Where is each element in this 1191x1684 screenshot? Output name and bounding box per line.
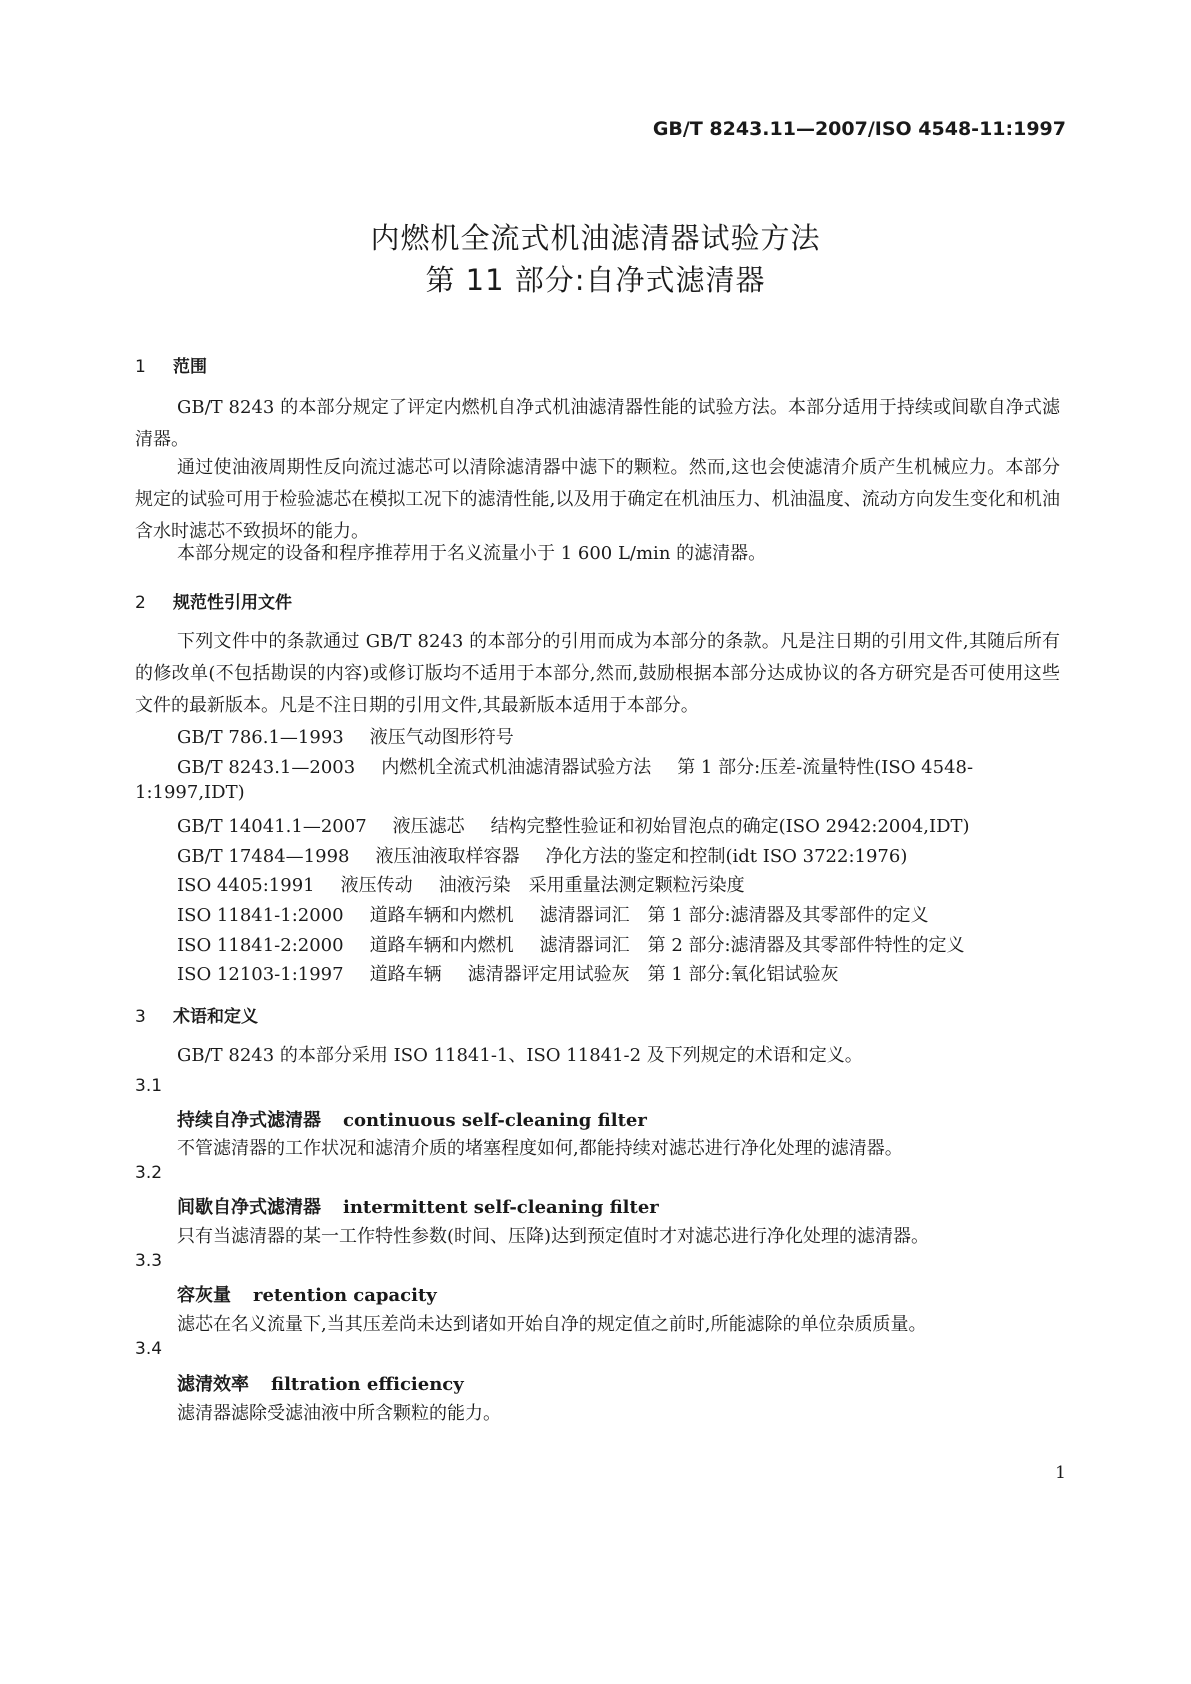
term-number: 3.4 (135, 1339, 163, 1359)
term-title (177, 1106, 647, 1132)
term-definition: 滤清器滤除受滤油液中所含颗粒的能力。 (177, 1403, 501, 1424)
reference-title: 道路车辆 (369, 964, 442, 985)
reference-title: 道路车辆和内燃机 (369, 905, 514, 926)
term-cn: 容灰量 (177, 1285, 231, 1306)
reference-title: 液压气动图形符号 (369, 727, 514, 748)
reference-item (177, 960, 839, 986)
reference-extra: 油液污染 采用重量法测定颗粒污染度 (438, 875, 745, 896)
reference-extra: 滤清器词汇 第 1 部分:滤清器及其零部件的定义 (539, 905, 929, 926)
reference-extra: 第 1 部分:压差-流量特性(ISO 4548- (677, 757, 974, 778)
reference-title: 液压油液取样容器 (375, 846, 520, 867)
reference-extra: 滤清器评定用试验灰 第 1 部分:氧化铝试验灰 (467, 964, 839, 985)
term-title (177, 1370, 464, 1396)
section-number: 1 (135, 357, 146, 377)
paragraph: 本部分规定的设备和程序推荐用于名义流量小于 1 600 L/min 的滤清器。 (177, 543, 767, 564)
standard-code: GB/T 8243.11—2007/ISO 4548-11:1997 (652, 118, 1066, 140)
paragraph: GB/T 8243 的本部分采用 ISO 11841-1、ISO 11841-2 及下列规定的术语和定义。 (177, 1045, 863, 1066)
term-number: 3.2 (135, 1163, 163, 1183)
reference-code: ISO 11841-1:2000 (177, 905, 344, 926)
reference-extra: 净化方法的鉴定和控制(idt ISO 3722:1976) (545, 846, 908, 867)
document-subtitle: 第 11 部分:自净式滤清器 (425, 263, 766, 297)
reference-title: 道路车辆和内燃机 (369, 935, 514, 956)
document-title: 内燃机全流式机油滤清器试验方法 (370, 221, 821, 255)
term-cn: 滤清效率 (177, 1374, 249, 1395)
term-definition: 只有当滤清器的某一工作特性参数(时间、压降)达到预定值时才对滤芯进行净化处理的滤清器。 (177, 1226, 930, 1247)
term-number: 3.1 (135, 1076, 163, 1096)
reference-extra: 结构完整性验证和初始冒泡点的确定(ISO 2942:2004,IDT) (490, 816, 970, 837)
paragraph: GB/T 8243 的本部分规定了评定内燃机自净式机油滤清器性能的试验方法。本部分适用于持续或间歇自净式滤清器。 (135, 397, 1060, 450)
section-number: 2 (135, 593, 146, 613)
term-title (177, 1193, 659, 1219)
section-title: 术语和定义 (173, 1007, 258, 1027)
reference-title: 内燃机全流式机油滤清器试验方法 (381, 757, 652, 778)
reference-code: GB/T 17484—1998 (177, 846, 350, 867)
reference-code: GB/T 8243.1—2003 (177, 757, 356, 778)
reference-code: ISO 4405:1991 (177, 875, 315, 896)
paragraph: 下列文件中的条款通过 GB/T 8243 的本部分的引用而成为本部分的条款。凡是注日期的引用文件,其随后所有的修改单(不包括勘误的内容)或修订版均不适用于本部分,然而,鼓励根据本部分达成协议的各方研究是否可使用这些文件的最新版本。凡是不注日期的引用文件,其最新版本适用于本部分。 (135, 631, 1060, 716)
reference-item (177, 931, 965, 957)
term-cn: 间歇自净式滤清器 (177, 1197, 321, 1218)
term-number: 3.3 (135, 1251, 163, 1271)
term-en: retention capacity (253, 1285, 437, 1306)
reference-title: 液压传动 (340, 875, 413, 896)
reference-code: ISO 11841-2:2000 (177, 935, 344, 956)
reference-code: ISO 12103-1:1997 (177, 964, 344, 985)
reference-item (177, 723, 540, 749)
reference-code: GB/T 786.1—1993 (177, 727, 344, 748)
reference-item (177, 871, 745, 897)
term-en: intermittent self-cleaning filter (343, 1197, 659, 1218)
section-number: 3 (135, 1007, 146, 1027)
reference-extra: 滤清器词汇 第 2 部分:滤清器及其零部件特性的定义 (539, 935, 965, 956)
paragraph: 通过使油液周期性反向流过滤芯可以清除滤清器中滤下的颗粒。然而,这也会使滤清介质产生机械应力。本部分规定的试验可用于检验滤芯在模拟工况下的滤清性能,以及用于确定在机油压力、机油温度、流动方向发生变化和机油含水时滤芯不致损坏的能力。 (135, 457, 1060, 542)
reference-title: 液压滤芯 (392, 816, 465, 837)
section-heading-scope (135, 352, 207, 377)
section-heading-terms (135, 1002, 258, 1027)
reference-item (177, 842, 907, 868)
term-title (177, 1281, 437, 1307)
section-heading-normative-references (135, 588, 292, 613)
term-en: filtration efficiency (271, 1374, 464, 1395)
term-en: continuous self-cleaning filter (343, 1110, 647, 1131)
section-title: 规范性引用文件 (173, 593, 292, 613)
reference-item-continuation (135, 782, 245, 803)
section-title: 范围 (173, 357, 207, 377)
page-number: 1 (1055, 1463, 1066, 1483)
reference-code: 1:1997,IDT) (135, 782, 245, 803)
reference-item (177, 901, 929, 927)
reference-item (177, 812, 970, 838)
term-definition: 不管滤清器的工作状况和滤清介质的堵塞程度如何,都能持续对滤芯进行净化处理的滤清器。 (177, 1138, 903, 1159)
reference-code: GB/T 14041.1—2007 (177, 816, 367, 837)
term-cn: 持续自净式滤清器 (177, 1110, 321, 1131)
term-definition: 滤芯在名义流量下,当其压差尚未达到诸如开始自净的规定值之前时,所能滤除的单位杂质质量。 (177, 1314, 927, 1335)
reference-item (177, 753, 973, 779)
